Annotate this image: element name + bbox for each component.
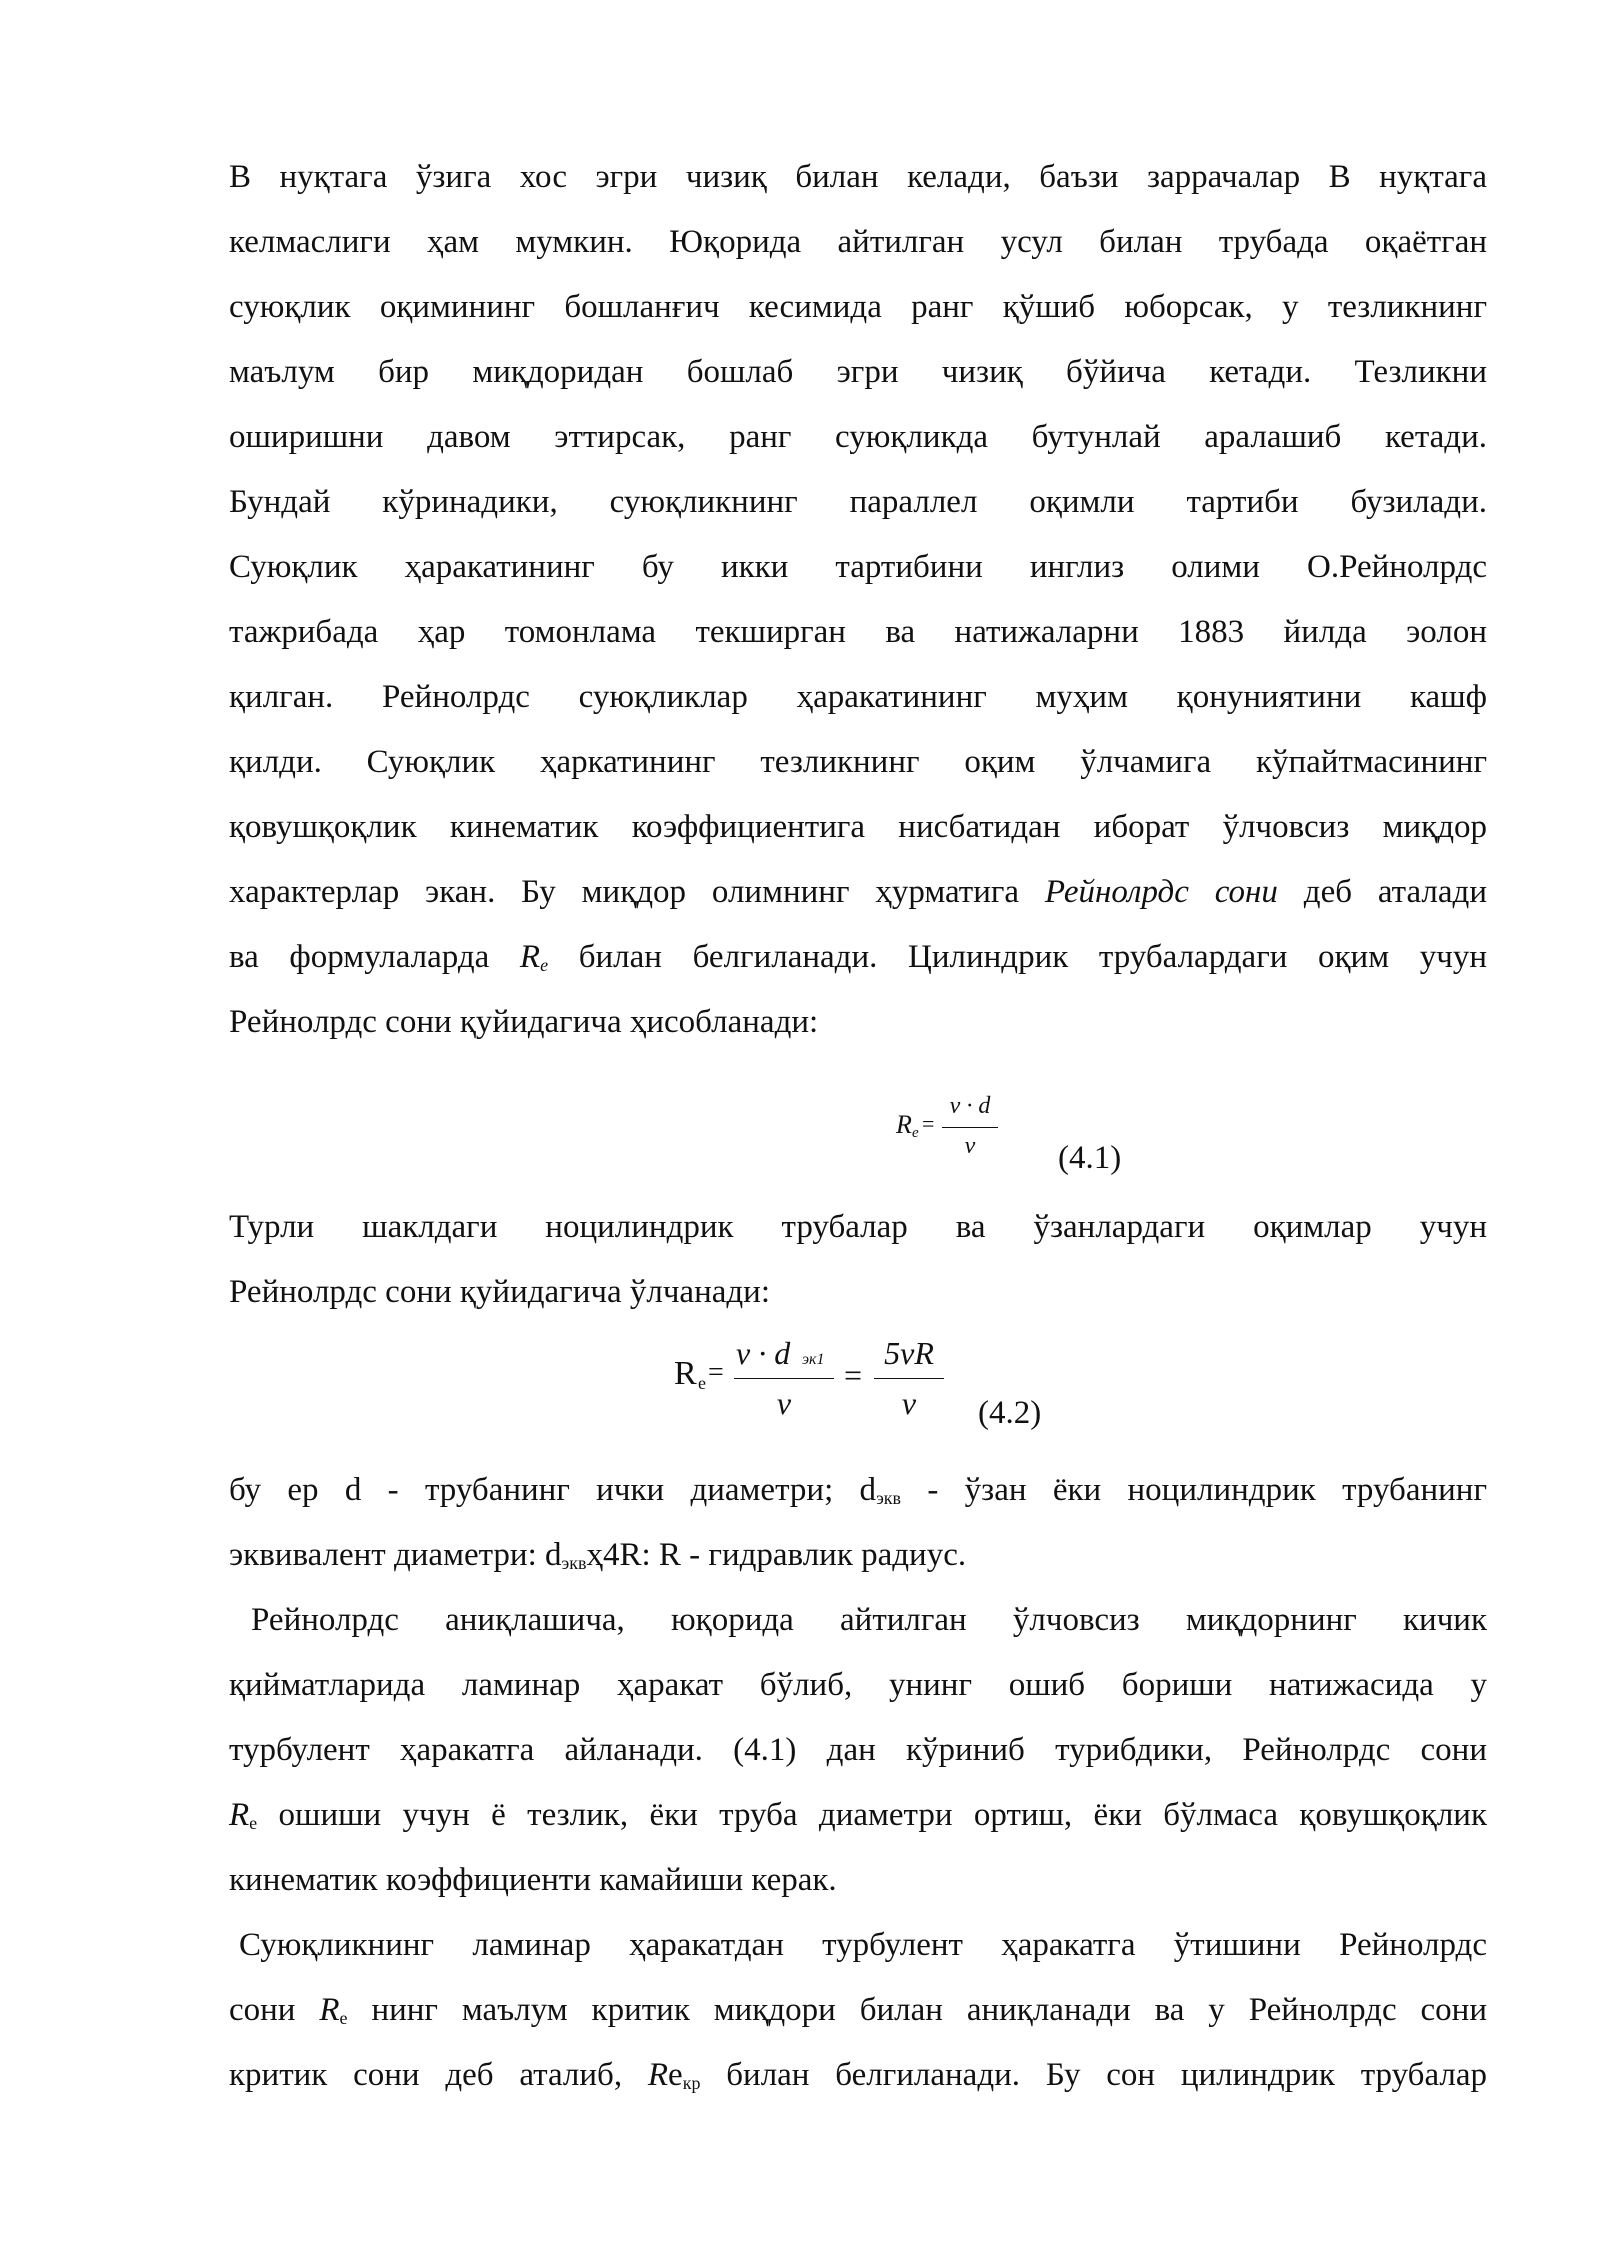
text-line: келмаслиги ҳам мумкин. Юқорида айтилган усул билан трубада оқаётган: [229, 224, 1487, 260]
text-line: қовушқоқлик кинематик коэффициентига нисбатидан иборат ўлчовсиз миқдор: [229, 809, 1487, 845]
text-line: сони $R_e$ нинг маълум критик миқдори билан аниқланади ва у Рейнолрдс сони: [229, 1992, 1487, 2028]
text-line: қилган. Рейнолрдс суюқликлар ҳаракатининг муҳим қонуниятини кашф: [229, 679, 1487, 715]
fraction-bar: [874, 1378, 944, 1379]
text-line: Бундай кўринадики, суюқликнинг параллел оқимли тартиби бузилади.: [229, 484, 1487, 520]
fraction-bar: [734, 1378, 834, 1379]
text-line: кинематик коэффициенти камайиши керак.: [229, 1862, 837, 1898]
text-line: Рейнолрдс сони қуйидагича ўлчанади:: [229, 1274, 771, 1310]
paragraph-1: [229, 145, 1487, 1055]
text-line: оширишни давом эттирсак, ранг суюқликда бутунлай аралашиб кетади.: [229, 419, 1487, 455]
italic-term: Рейнолрдс сони: [1044, 874, 1278, 910]
text-line: турбулент ҳаракатга айланади. (4.1) дан кўриниб турибдики, Рейнолрдс сони: [229, 1732, 1487, 1768]
text-line: ва формулаларда $R_e$ билан белгиланади. Цилиндрик трубалардаги оқим учун: [229, 939, 1487, 975]
text-line: қилди. Суюқлик ҳаркатининг тезликнинг оқим ўлчамига кўпайтмасининг: [229, 744, 1487, 780]
text-line: Рейнолрдс сони қуйидагича ҳисобланади:: [229, 1004, 819, 1040]
text-line: Суюқлик ҳаракатининг бу икки тартибини инглиз олими О.Рейнолрдс: [229, 549, 1487, 585]
text-line: маълум бир миқдоридан бошлаб эгри чизиқ бўйича кетади. Тезликни: [229, 354, 1487, 390]
paragraph-3: [229, 1458, 1487, 1588]
equation-number: (4.2): [978, 1395, 1042, 1431]
formula-4-2: R e = v · d эк1 v = 5vR v: [674, 1335, 944, 1430]
fraction-bar: [942, 1127, 998, 1128]
paragraph-2: [229, 1195, 1487, 1325]
paragraph-4: [229, 1588, 1487, 1913]
text-line: $R_e$ ошиши учун ё тезлик, ёки труба диаметри ортиш, ёки бўлмаса қовушқоқлик: [229, 1797, 1487, 1833]
text-line: эквивалент диаметри: $d_{экв}ҳ4R$: R - гидравлик радиус.: [229, 1537, 967, 1573]
text-line: қийматларида ламинар ҳаракат бўлиб, унинг ошиб бориши натижасида у: [229, 1667, 1487, 1703]
text-line: Рейнолрдс аниқлашича, юқорида айтилган ўлчовсиз миқдорнинг кичик: [251, 1602, 1487, 1638]
text-line: суюқлик оқимининг бошланғич кесимида ранг қўшиб юборсак, у тезликнинг: [229, 289, 1487, 325]
text-line: В нуқтага ўзига хос эгри чизиқ билан келади, баъзи заррачалар В нуқтага: [229, 159, 1487, 195]
text-line: бу ер d - трубанинг ички диаметри; $d_{экв}$ - ўзан ёки ноцилиндрик трубанинг: [229, 1472, 1487, 1508]
text-line: Суюқликнинг ламинар ҳаракатдан турбулент ҳаракатга ўтишини Рейнолрдс: [239, 1927, 1487, 1963]
text-line: тажрибада ҳар томонлама текширган ва натижаларни 1883 йилда эолон: [229, 614, 1487, 650]
equation-number: (4.1): [1058, 1140, 1122, 1176]
text-line: Турли шаклдаги ноцилиндрик трубалар ва ўзанлардаги оқимлар учун: [229, 1209, 1487, 1245]
formula-4-1: R e = v · d v: [896, 1093, 1016, 1168]
text-line: критик сони деб аталиб, $Re_{кр}$ билан белгиланади. Бу сон цилиндрик трубалар: [229, 2057, 1487, 2093]
paragraph-5: [229, 1913, 1487, 2108]
text-line: характерлар экан. Бу миқдор олимнинг ҳурматига Рейнолрдс сони деб аталади: [229, 874, 1487, 910]
